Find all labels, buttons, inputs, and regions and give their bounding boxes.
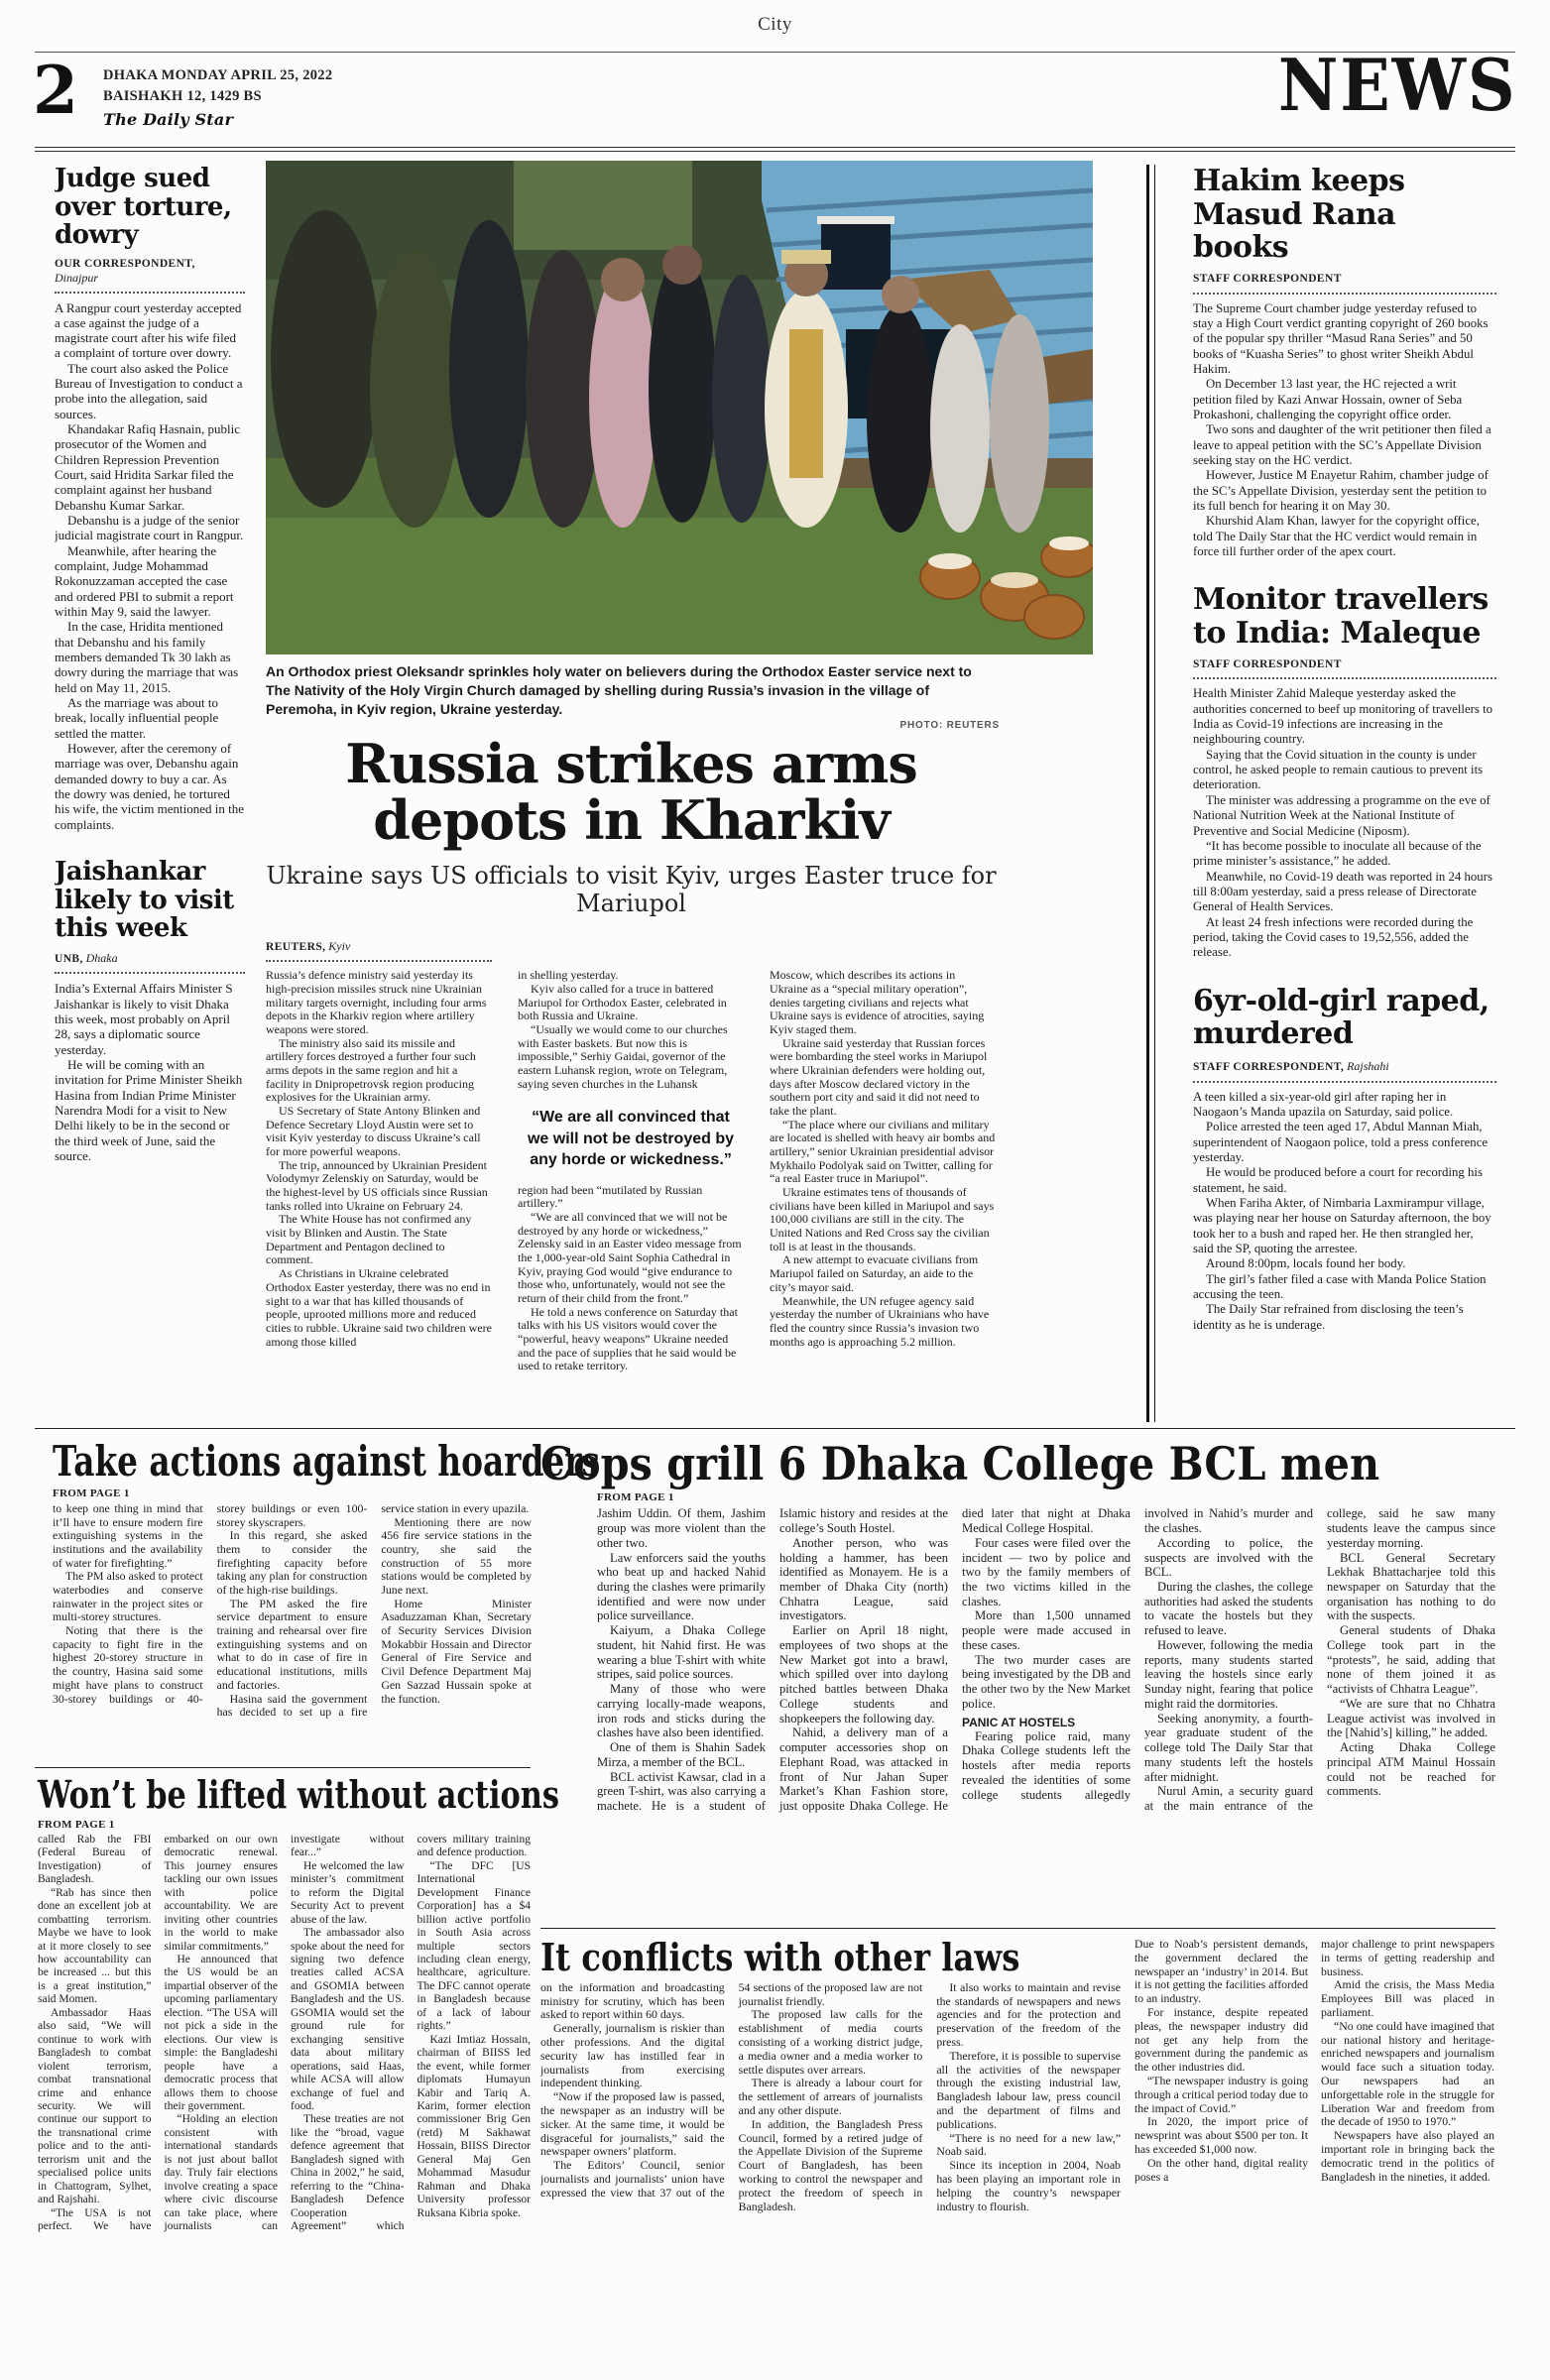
headline: Hakim keeps Masud Rana books [1193,165,1405,266]
paragraph: Hasina said the government has decided to set up a fire service station in every upazila. [216,1502,530,1720]
paragraph: Around 8:00pm, locals found her body. [1206,1256,1406,1271]
paragraph: At least 24 fresh infections were recorded during the period, taking the Covid cases to 19,52,556, added the release. [1193,914,1474,960]
paragraph: As the marriage was about to break, locally influential people settled the matter. [55,695,219,741]
paragraph: Fearing police raid, many Dhaka College students left the hostels after media reports revealed the identities of some college students allegedly involved in Nahid’s murder and the clashes. [962,1506,1313,1802]
dotted-rule [1193,675,1496,679]
paragraph: “There is no need for a new law,” Noab said. [936,2130,1121,2159]
article-body [53,1502,532,1720]
paragraph: Nurul Amin, a security guard at the main entrance of the college, said he saw many students leave the campus since yesterday morning. [1144,1506,1495,1813]
paragraph: BCL General Secretary Lekhak Bhattacharjee told this newspaper on Saturday that the organisation has nothing to do with the suspects. [1327,1550,1495,1623]
conflicts-left [540,1935,1121,2213]
paragraph: The PM asked the fire service department to ensure training and rehearsal over fire extinguishing systems and on what to do in case of fire in educational institutions, mills and factories. [216,1596,368,1692]
article-body [1193,686,1496,960]
paragraph: Seeking anonymity, a fourth-year graduate student of the college told The Daily Star that many students left the hostels after midnight. [1144,1711,1313,1784]
article-divider-rule [35,1767,531,1768]
paragraph: Another person, who was holding a hammer, has been identified as Monayem. He is a member of Dhaka City (north) Chhatra League, said investigators. [779,1535,948,1623]
byline: REUTERS, Kyiv [266,939,492,962]
left-column [55,165,245,1422]
paragraph: Home Minister Asaduzzaman Khan, Secretary of Security Services Division Mokabbir Hossain and Director General of Fire Service and Civil Defence Department Maj Gen Sazzad Hussain spoke at the function. [381,1596,532,1706]
article-wont-be-lifted [38,1772,559,2233]
article-body [597,1506,1495,1813]
paragraph: major challenge to print newspapers in terms of getting readership and business. [1321,1938,1494,1978]
article-judge-sued [55,165,245,832]
paragraph: The proposed law calls for the establishment of media courts consisting of a working district judge, a media owner and a media worker to settle disputes over arrears. [738,2007,923,2077]
article-hakim [1193,165,1496,559]
article-conflicts [540,1935,1495,2213]
photo-caption: An Orthodox priest Oleksandr sprinkles holy water on believers during the Orthodox Easter service next to The Nativity of the Holy Virgin Church damaged by shelling during Russia’s invasion in the village of Peremoha, in Kyiv region, Ukraine yesterday. [266,663,972,717]
paragraph: The White House has not confirmed any visit by Blinken and Austin. The State Department and Pentagon declined to comment. [266,1212,472,1267]
paragraph: As Christians in Ukraine celebrated Orthodox Easter yesterday, there was no end in sight to a war that has killed thousands of people, uprooted millions more and reduced cities to rubble. Ukraine said two children were among those killed [266,1266,492,1349]
main-subhead: Ukraine says US officials to visit Kyiv, urges Easter truce for Mariupol [266,862,997,918]
paragraph: Ukraine estimates tens of thousands of civilians have been killed in Mariupol and says 100,000 civilians are still in the city. The United Nations and Red Cross say the civilian toll is at least in the thousands. [770,1185,995,1253]
vertical-rule [1146,165,1155,1422]
byline: STAFF CORRESPONDENT [1193,272,1342,285]
paragraph: He told a news conference on Saturday that talks with his US visitors would cover the “powerful, heavy weapons” Ukraine needed and the pace of supplies that he said would be used to retake territory. [518,1304,738,1373]
article-body [38,1834,531,2234]
paragraph: Mentioning there are now 456 fire service stations in the country, she said the construction of 55 more stations would be completed by June next. [381,1514,532,1598]
headline: 6yr-old-girl raped, murdered [1193,983,1490,1052]
from-page-label: FROM PAGE 1 [38,1818,115,1831]
headline: Jaishankar likely to visit this week [55,856,234,944]
paragraph: The Supreme Court chamber judge yesterday refused to stay a High Court verdict granting copyright of 260 books of the popular spy thriller “Masud Rana Series” and 50 books of “Kuasha Series” to ghost writer Sheikh Abdul Hakim. [1193,300,1489,376]
paragraph: called Rab the FBI (Federal Bureau of Investigation) of Bangladesh. [38,1833,152,1886]
dotted-rule [55,970,245,974]
paragraph: Health Minister Zahid Maleque yesterday asked the authorities concerned to beef up monitoring of travellers to India as Covid-19 infections are increasing in the neighbouring country. [1193,686,1493,747]
article-jaishankar [55,858,245,1163]
body-column-5 [1321,1938,1494,2213]
paragraph: He would be produced before a court for recording his statement, he said. [1193,1165,1483,1195]
paragraph: Newspapers have also played an important role in bringing back the democratic trend in the politics of Bangladesh in the nineties, it added. [1321,2128,1494,2184]
paragraph: US Secretary of State Antony Blinken and Defence Secretary Lloyd Austin were set to visit Kyiv yesterday to discuss Ukraine’s call for more powerful weapons. [266,1104,481,1159]
paragraph: He announced that the US would be an impartial observer of the upcoming parliamentary election. “The USA will not pick a side in the elections. Our view is simple: the Bangladeshi people have a democratic process that allows them to choose their government. [164,1953,278,2112]
paragraph: “It has become possible to inoculate all because of the prime minister’s assistance,” he added. [1193,838,1482,869]
dotted-rule [1193,291,1496,295]
paragraph: Amid the crisis, the Mass Media Employees Bill was placed in parliament. [1321,1977,1494,2019]
paragraph: The Editors’ Council, senior journalists and journalists’ union have expressed the view that 37 out of the 54 sections of the proposed law are not journalist friendly. [540,1980,923,2200]
from-page-label: FROM PAGE 1 [53,1488,130,1500]
paragraph: Kyiv also called for a truce in battered Mariupol for Orthodox Easter, celebrated in both Russia and Ukraine. [518,982,727,1023]
paragraph: These treaties are not like the “broad, vague defence agreement that Bangladesh signed with China in 2002,” he said, referring to the “China-Bangladesh Defence Cooperation Agreement” which covers military training and defence production. [291,1833,531,2233]
paragraph: Two sons and daughter of the writ petitioner then filed a leave to appeal petition with the SC’s Appellate Division seeking stay on the HC verdict. [1193,422,1491,468]
paragraph: “We are all convinced that we will not be destroyed by any horde or wickedness,” Zelensky said in an Easter video message from the 1,000-year-old Saint Sophia Cathedral in Kyiv, praying God would “give endurance to those who, unfortunately, would not see the return of their child from the front.” [518,1210,742,1306]
paragraph: Four cases were filed over the incident — two by police and two by the family members of the two victims killed in the clashes. [962,1535,1131,1608]
paragraph: In addition, the Bangladesh Press Council, formed by a retired judge of the Appellate Division of the Supreme Court of Bangladesh, has been working to control the newspaper and protect the freedom of speech in Bangladesh. [738,2116,923,2213]
paragraph: A Rangpur court yesterday accepted a case against the judge of a magistrate court after his wife filed a complaint of torture over dowry. [55,299,242,361]
byline: STAFF CORRESPONDENT, Rajshahi [1193,1058,1389,1073]
paragraph: The ministry also said its missile and artillery forces destroyed a further four such arms depots in the same region and hit a facility in Dnipropetrovsk region producing explosives for the Ukrainian army. [266,1035,476,1105]
article-body [1193,301,1496,560]
headline: It conflicts with other laws [540,1935,1020,1979]
body-column-4 [1134,1938,1308,2213]
paragraph: “The DFC [US International Development Finance Corporation] has a $4 billion active portfolio in South Asia across multiple sectors including clean energy, healthcare, agriculture. The DFC cannot operate in Bangladesh because of a lack of labour rights.” [417,1859,531,2033]
dotted-rule [55,290,245,294]
body-column-3 [770,969,996,1373]
paragraph: “No one could have imagined that our national history and heritage-enriched newspapers and journalism would face such a situation today. Our newspapers had an unforgettable role in the struggle for Liberation War and freedom from the decade of 1950 to 1970.” [1321,2018,1494,2129]
pull-quote: “We are all convinced that we will not be destroyed by any horde or wickedness.” [527,1109,735,1168]
photo-image [266,161,1093,654]
paragraph: in shelling yesterday. [518,969,619,983]
paragraph: On December 13 last year, the HC rejected a writ petition filed by Kazi Anwar Hossain, owner of Seba Prokashoni, challenging the copyright office order. [1193,377,1463,421]
photo-credit: PHOTO: REUTERS [899,720,1000,732]
byline: UNB, Dhaka [55,950,118,965]
paragraph: Therefore, it is possible to supervise all the activities of the newspaper through the existing industrial law, Bangladesh labour law, press council and the department of films and publications. [936,2048,1121,2131]
paragraph: For instance, despite repeated pleas, the newspaper industry did not get any help from the government during the pandemic as the other industries did. [1134,2004,1308,2075]
paragraph: “The USA is not perfect. We have embarked on our own democratic renewal. This journey ensures tackling our own issues with police accountability. We are inviting other countries in the world to make similar commitments.” [38,1833,278,2233]
paragraph: Ukraine said yesterday that Russian forces were bombarding the steel works in Mariupol where Ukrainian defenders were holding out, days after Moscow declared victory in the southern port city and said it did not need to take the plant. [770,1035,988,1119]
paragraph: Many of those who were carrying locally-made weapons, iron rods and sticks during the clashes have also been identified. [597,1682,766,1740]
paragraph: The girl’s father filed a case with Manda Police Station accusing the teen. [1193,1271,1487,1302]
paragraph: In the case, Hridita mentioned that Debanshu and his family members demanded Tk 30 lakh as dowry during the marriage that was held on May 11, 2015. [55,619,239,695]
body-column-1 [266,969,492,1373]
paragraph: In this regard, she asked them to consider the firefighting capacity before taking any plan for construction of the high-rise buildings. [216,1528,368,1598]
paragraph: Kaiyum, a Dhaka College student, hit Nahid first. He was wearing a blue T-shirt with white stripes, said police sources. [597,1623,766,1682]
main-headline: Russia strikes arms depots in Kharkiv [345,732,917,852]
headline: Take actions against hoarders [53,1437,600,1486]
paragraph: Earlier on April 18 night, employees of two shops at the New Market got into a brawl, which spilled over into daylong pitched battles between Dhaka College students and shopkeepers the following day. [779,1623,948,1726]
paragraph: Kazi Imtiaz Hossain, chairman of BIISS led the event, while former diplomats Humayun Kabir and Tariq A. Karim, former election commissioner Brig Gen (retd) M Sakhawat Hossain, BIISS Director General Maj Gen Mohammad Masudur Rahman and Dhaka University professor Ruksana Kibria spoke. [417,2033,531,2219]
body-column-2 [518,969,744,1373]
paragraph: More than 1,500 unnamed people were made accused in these cases. [962,1608,1131,1652]
page-number: 2 [33,52,78,129]
paragraph: According to police, the suspects are involved with the BCL. [1144,1535,1313,1580]
article-body [540,1981,1121,2214]
paragraph: Police arrested the teen aged 17, Abdul Mannan Miah, superintendent of Naogaon police, told a press conference yesterday. [1193,1120,1489,1164]
dateline-gregorian: DHAKA MONDAY APRIL 25, 2022 [103,67,333,83]
photo-caption-block [266,662,1000,733]
paragraph: BCL activist Kawsar, clad in a green T-shirt, was also carrying a machete. He is a student of Islamic history and resides at the college’s South Hostel. [597,1506,948,1813]
article-body [55,300,245,832]
from-page-label: FROM PAGE 1 [597,1491,674,1504]
article-body [266,969,997,1373]
paragraph: Khurshid Alam Khan, lawyer for the copyright office, told The Daily Star that the HC verdict would remain in force till further order of the apex court. [1193,514,1480,559]
article-divider-rule [540,1928,1495,1929]
paragraph: Since its inception in 2004, Noab has been playing an important role in helping the country’s newspaper industry to flourish. [936,2158,1121,2213]
paragraph: A teen killed a six-year-old girl after raping her in Naogaon’s Manda upazila on Saturday, said police. [1193,1089,1454,1119]
byline: OUR CORRESPONDENT, Dinajpur [55,257,195,286]
paragraph: There is already a labour court for the settlement of arrears of journalists and any other dispute. [738,2076,923,2118]
paragraph: The minister was addressing a programme on the eve of National Nutrition Week at the National Institute of Preventive and Social Medicine (Niposm). [1193,792,1490,838]
masthead-rule [35,147,1515,152]
paragraph: Meanwhile, no Covid-19 death was reported in 24 hours till 8:00am yesterday, said a press release of Directorate General of Health Services. [1193,869,1492,914]
paragraph: Russia’s defence ministry said yesterday its high-precision missiles struck nine Ukrainian military targets overnight, including four arms depots in the Kharkiv region where artillery weapons were stored. [266,969,487,1037]
paragraph: In 2020, the import price of newsprint was about $500 per ton. It has exceeded $1,000 now. [1134,2114,1308,2156]
paragraph: However, after the ceremony of marriage was over, Debanshu again demanded dowry to buy a car. As the dowry was denied, he tortured his wife, the victim mentioned in the complaints. [55,741,244,832]
paragraph: The ambassador also spoke about the need for signing two defence treaties called ACSA and GSOMIA between Bangladesh and the US. GSOMIA would set the ground rule for exchanging sensitive data about military operations, said Haas, while ACSA will allow exchange of fuel and food. [291,1927,405,2112]
article-girl-murdered [1193,985,1496,1333]
paragraph: Debanshu is a judge of the senior judicial magistrate court in Rangpur. [55,513,244,543]
paragraph: The PM also asked to protect waterbodies and conserve rainwater in the project sites or multi-storey structures. [53,1569,203,1624]
byline: STAFF CORRESPONDENT [1193,657,1342,670]
paragraph: The two murder cases are being investigated by the DB and the other two by the New Market police. [962,1652,1131,1711]
article-hoarders [53,1437,600,1720]
conflicts-right [1134,1938,1495,2213]
paragraph: Jashim Uddin. Of them, Jashim group was more violent than the other two. [597,1506,766,1550]
paragraph: Meanwhile, the UN refugee agency said yesterday the number of Ukrainians who have fled the country since Russia’s invasion two months ago is approaching 5.2 million. [770,1293,990,1349]
paragraph: On the other hand, digital reality poses a [1134,2155,1308,2184]
paragraph: It also works to maintain and revise the standards of newspapers and news agencies and for the protection and preservation of the freedom of the press. [936,1980,1121,2050]
lead-photo [266,161,1093,654]
paragraph: “We are sure that no Chhatra League activist was involved in the [Nahid’s] killing,” he added. [1327,1696,1495,1740]
dateline-bangla: BAISHAKH 12, 1429 BS [103,88,262,104]
dateline [103,65,332,130]
dotted-rule [1193,1079,1496,1083]
article-body [1193,1090,1496,1334]
article-bcl [540,1437,1495,1814]
article-russia-strikes [266,732,997,1373]
paragraph: Khandakar Rafiq Hasnain, public prosecutor of the Women and Children Repression Prevention Court, said Hridita Sarkar filed the complaint against her husband Debanshu Kumar Sarkar. [55,421,241,513]
paragraph: Acting Dhaka College principal ATM Mainul Hossain could not be reached for comments. [1327,1740,1495,1799]
section-title: NEWS [1278,43,1517,127]
paragraph: When Fariha Akter, of Nimbaria Laxmirampur village, was playing near her house on Saturday afternoon, the boy took her to a bush and raped her. He then strangled her, said the SP, quoting the arrestee. [1193,1195,1491,1256]
paragraph: Nahid, a delivery man of a computer accessories shop on Elephant Road, was attacked in front of Nur Jahan Super Market’s Khan Fashion store, just opposite Dhaka College. He died later that night at Dhaka Medical College Hospital. [779,1506,1131,1813]
paragraph: The Daily Star refrained from disclosing the teen’s identity as he is underage. [1193,1302,1464,1332]
paragraph: The trip, announced by Ukrainian President Volodymyr Zelenskiy on Saturday, would be the highest-level by US officials since Russian tanks rolled into Ukraine on February 24. [266,1157,488,1213]
section-divider-rule [35,1428,1515,1429]
paragraph: One of them is Shahin Sadek Mirza, a member of the BCL. [597,1740,766,1769]
headline: Won’t be lifted without actions [38,1772,559,1817]
paragraph: During the clashes, the college authorities had asked the students to vacate the hostels but they refused to leave. [1144,1579,1313,1638]
paragraph: However, Justice M Enayetur Rahim, chamber judge of the SC’s Appellate Division, yesterday sent the petition to its full bench for hearing it on May 30. [1193,468,1489,514]
paragraph: Saying that the Covid situation in the county is under control, he asked people to remain cautious to prevent its deterioration. [1193,747,1484,792]
article-body [55,981,245,1163]
paragraph: A new attempt to evacuate civilians from Mariupol failed on Saturday, an aide to the city’s mayor said. [770,1252,979,1294]
paragraph: region had been “mutilated by Russian artillery.” [518,1182,703,1211]
article-monitor-travellers [1193,583,1496,960]
headline: Monitor travellers to India: Maleque [1193,582,1489,652]
paragraph: India’s External Affairs Minister S Jaishankar is likely to visit Dhaka this week, most probably on April 28, says a diplomatic source yesterday. [55,981,233,1057]
paragraph: “The place where our civilians and military are located is shelled with heavy air bombs and artillery,” senior Ukrainian presidential advisor Mykhailo Podolyak said on Twitter, calling for “a real Easter truce in Mariupol”. [770,1117,996,1186]
paragraph: Due to Noab’s persistent demands, the government declared the newspaper an ‘industry’ in 2014. But it is not getting the facilities afforded to an industry. [1134,1938,1308,2006]
paragraph: Law enforcers said the youths who beat up and hacked Nahid during the clashes were primarily identified and were now under police surveillance. [597,1550,766,1623]
paragraph: Ambassador Haas also said, “We will continue to work with Bangladesh to combat violent terrorism, combat transnational crime and enhance security. We will continue our support to the transnational crime police and to the anti-terrorism unit and the specialised police units in Chattogram, Sylhet, and Rajshahi. [38,2006,152,2206]
paragraph: to keep one thing in mind that it’ll have to ensure modern fire extinguishing systems in the institutions and the availability of water for firefighting.” [53,1502,203,1570]
paragraph: “Usually we would come to our churches with Easter baskets. But now this is impossible,” Serhiy Gaidai, governor of the eastern Luhansk region, wrote on Telegram, saying seven churches in the Luhansk [518,1022,728,1091]
paragraph: Meanwhile, after hearing the complaint, Judge Mohammad Rokonuzzaman accepted the case and ordered PBI to submit a report within May 9, said the lawyer. [55,542,234,620]
paragraph: “Rab has since then done an excellent job at combatting terrorism. Maybe we have to look at it more closely to see how accountability can be increased ... but this is a great institution,” said Momen. [38,1886,152,2006]
right-column [1193,165,1496,1422]
paragraph: on the information and broadcasting ministry for scrutiny, which has been asked to report within 60 days. [540,1980,725,2022]
paragraph: Noting that there is the capacity to fight fire in the highest 20-storey structure in the country, Hasina said some might have plans to construct 30-storey buildings or 40-storey buildings or even 100-storey skyscrapers. [53,1502,368,1706]
paragraph: He welcomed the law minister’s commitment to reform the Digital Security Act to prevent abuse of the law. [291,1859,405,1926]
paragraph: “The newspaper industry is going through a critical period today due to the impact of Covid.” [1134,2073,1308,2115]
headline: Judge sued over torture, dowry [55,165,232,251]
paragraph: The court also asked the Police Bureau of Investigation to conduct a probe into the allegation, said sources. [55,360,243,421]
section-kicker: City [758,14,792,35]
paragraph: “Holding an election consistent with international standards is not just about ballot day. Truly fair elections involve creating a space where civic discourse can take place, where journalists can investigate without fear...” [164,1833,405,2233]
headline: Cops grill 6 Dhaka College BCL men [540,1437,1380,1490]
paragraph: General students of Dhaka College took part in the “protests”, he said, adding that none of them joined it as “activists of Chhatra League”. [1327,1623,1495,1697]
paragraph: He will be coming with an invitation for Prime Minister Sheikh Hasina from Indian Prime Minister Narendra Modi for a visit to New Delhi likely to be in the second or the third week of June, said the source. [55,1056,243,1163]
paragraph: PANIC AT HOSTELS [962,1715,1076,1729]
paragraph: Moscow, which describes its actions in Ukraine as a “special military operation”, denies targeting civilians and rejects what Ukraine says is evidence of atrocities, saying Kyiv staged them. [770,969,985,1037]
paper-logo: The Daily Star [103,110,234,129]
paragraph: “Now if the proposed law is passed, the newspaper as an industry will be sicker. At the same time, it would be disgraceful for journalists,” said the newspaper owners’ platform. [540,2089,725,2159]
paragraph: Generally, journalism is riskier than other professions. And the digital security law has instilled fear in journalists from exercising independent thinking. [540,2021,725,2090]
dotted-rule [266,958,492,962]
paragraph: However, following the media reports, many students started leaving the hostels since early Sunday night, fearing that police might raid the dormitories. [1144,1637,1313,1711]
